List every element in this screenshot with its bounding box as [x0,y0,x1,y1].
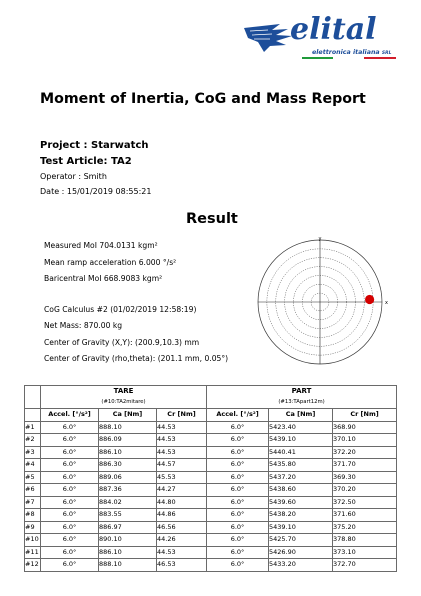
tare-accel-cell: 6.0° [41,459,99,472]
part-ca-cell: 5425.70 [269,534,333,547]
tare-cr-cell: 46.56 [157,521,207,534]
part-ca-cell: 5437.20 [269,471,333,484]
net-mass: Net Mass: 870.00 kg [44,321,123,330]
table-row [25,471,397,484]
row-id-cell: #9 [25,521,41,534]
mean-ramp-acceleration: Mean ramp acceleration 6.000 °/s² [44,258,177,267]
cog-calculus: CoG Calculus #2 (01/02/2019 12:58:19) [44,305,197,314]
table-row [25,446,397,459]
tare-ca-cell: 886.97 [99,521,157,534]
part-cr-cell: 369.30 [333,471,397,484]
part-cr-cell: 370.20 [333,484,397,497]
logo-wordmark: elital [290,12,377,47]
tare-cr-cell: 44.53 [157,446,207,459]
tare-ca-cell: 883.55 [99,509,157,522]
wing-emblem-icon [242,22,294,52]
col-header-part-ca: Ca [Nm] [269,409,333,422]
table-row [25,546,397,559]
part-group-header: PART (#13:TApart12m) [207,386,397,409]
part-cr-cell: 373.10 [333,546,397,559]
row-id-cell: #7 [25,496,41,509]
tare-cr-cell: 44.57 [157,459,207,472]
row-id-cell: #3 [25,446,41,459]
tare-ca-cell: 889.06 [99,471,157,484]
table-row [25,459,397,472]
table-body [25,421,397,571]
tare-accel-cell: 6.0° [41,546,99,559]
measurement-table [24,385,397,572]
tare-ca-cell: 888.10 [99,559,157,572]
row-id-cell: #1 [25,421,41,434]
tare-accel-cell: 6.0° [41,484,99,497]
test-article-label: Test Article: TA2 [40,156,132,167]
table-row [25,521,397,534]
tare-ca-cell: 890.10 [99,534,157,547]
operator-label: Operator : Smith [40,172,107,181]
row-id-cell: #11 [25,546,41,559]
x-axis-label: x [385,300,388,306]
tare-accel-cell: 6.0° [41,496,99,509]
part-accel-cell: 6.0° [207,434,269,447]
report-title: Moment of Inertia, CoG and Mass Report [40,91,366,107]
row-id-cell: #4 [25,459,41,472]
table-row [25,534,397,547]
tare-accel-cell: 6.0° [41,471,99,484]
project-label: Project : Starwatch [40,140,149,151]
tare-ca-cell: 886.09 [99,434,157,447]
col-header-tare-ca: Ca [Nm] [99,409,157,422]
row-id-cell: #10 [25,534,41,547]
logo-subtitle: elettronica italiana SRL [312,49,392,56]
row-id-cell: #8 [25,509,41,522]
tare-ca-cell: 886.10 [99,546,157,559]
part-accel-cell: 6.0° [207,421,269,434]
baricentral-moi: Baricentral MoI 668.9083 kgm² [44,274,163,283]
part-ca-cell: 5440.41 [269,446,333,459]
col-header-tare-cr: Cr [Nm] [157,409,207,422]
tare-accel-cell: 6.0° [41,446,99,459]
measured-moi: Measured MoI 704.0131 kgm² [44,241,158,250]
part-accel-cell: 6.0° [207,559,269,572]
tare-accel-cell: 6.0° [41,534,99,547]
part-accel-cell: 6.0° [207,496,269,509]
cog-polar: Center of Gravity (rho,theta): (201.1 mm, 0.05°) [44,354,229,363]
part-cr-cell: 372.70 [333,559,397,572]
part-cr-cell: 372.50 [333,496,397,509]
tare-cr-cell: 44.53 [157,421,207,434]
tare-accel-cell: 6.0° [41,434,99,447]
tare-ca-cell: 886.30 [99,459,157,472]
tare-accel-cell: 6.0° [41,509,99,522]
part-ca-cell: 5439.60 [269,496,333,509]
part-accel-cell: 6.0° [207,534,269,547]
part-accel-cell: 6.0° [207,509,269,522]
part-accel-cell: 6.0° [207,484,269,497]
y-axis-label: y [318,236,322,242]
table-row [25,421,397,434]
table-row [25,559,397,572]
cog-point-marker [365,295,374,304]
tare-cr-cell: 44.53 [157,546,207,559]
part-cr-cell: 375.20 [333,521,397,534]
tare-accel-cell: 6.0° [41,559,99,572]
tare-cr-cell: 44.26 [157,534,207,547]
part-accel-cell: 6.0° [207,471,269,484]
tare-accel-cell: 6.0° [41,521,99,534]
row-id-cell: #5 [25,471,41,484]
cog-target-plot [256,236,394,368]
result-heading: Result [186,211,238,227]
tare-cr-cell: 44.53 [157,434,207,447]
part-ca-cell: 5438.20 [269,509,333,522]
table-row [25,434,397,447]
tare-cr-cell: 45.53 [157,471,207,484]
part-cr-cell: 371.60 [333,509,397,522]
cog-xy: Center of Gravity (X,Y): (200.9,10.3) mm [44,338,200,347]
part-cr-cell: 371.70 [333,459,397,472]
part-cr-cell: 372.20 [333,446,397,459]
tare-ca-cell: 886.10 [99,446,157,459]
part-cr-cell: 370.10 [333,434,397,447]
tare-ca-cell: 887.36 [99,484,157,497]
row-id-cell: #6 [25,484,41,497]
part-accel-cell: 6.0° [207,446,269,459]
part-accel-cell: 6.0° [207,459,269,472]
date-label: Date : 15/01/2019 08:55:21 [40,187,152,196]
tare-cr-cell: 44.27 [157,484,207,497]
col-header-part-accel: Accel. [°/s²] [207,409,269,422]
table-row [25,496,397,509]
tare-cr-cell: 44.80 [157,496,207,509]
col-header-part-cr: Cr [Nm] [333,409,397,422]
table-row [25,509,397,522]
elital-logo [242,12,400,60]
tare-group-header: TARE (#10:TA2mitare) [41,386,207,409]
part-cr-cell: 378.80 [333,534,397,547]
tare-ca-cell: 888.10 [99,421,157,434]
table-row [25,484,397,497]
tare-cr-cell: 46.53 [157,559,207,572]
part-accel-cell: 6.0° [207,546,269,559]
tare-accel-cell: 6.0° [41,421,99,434]
part-accel-cell: 6.0° [207,521,269,534]
italian-flag-stripe [302,57,396,59]
part-ca-cell: 5423.40 [269,421,333,434]
col-header-tare-accel: Accel. [°/s²] [41,409,99,422]
row-id-cell: #2 [25,434,41,447]
part-ca-cell: 5435.80 [269,459,333,472]
tare-ca-cell: 884.02 [99,496,157,509]
row-id-cell: #12 [25,559,41,572]
corner-cell [25,386,41,409]
part-ca-cell: 5438.60 [269,484,333,497]
part-cr-cell: 368.90 [333,421,397,434]
part-ca-cell: 5439.10 [269,434,333,447]
part-ca-cell: 5433.20 [269,559,333,572]
part-ca-cell: 5439.10 [269,521,333,534]
part-ca-cell: 5426.90 [269,546,333,559]
tare-cr-cell: 44.86 [157,509,207,522]
